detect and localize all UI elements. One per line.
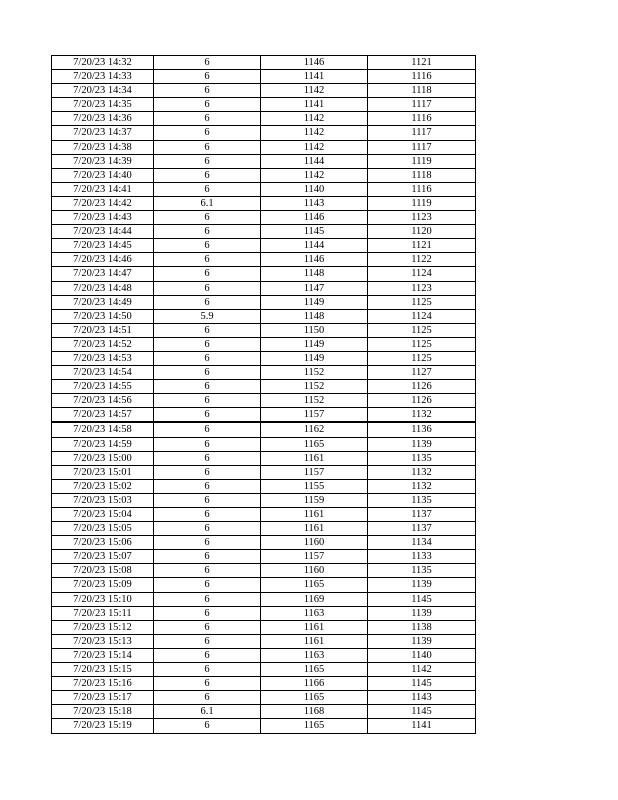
- value-cell: 6: [154, 380, 261, 394]
- reading-b-cell: 1132: [368, 479, 476, 493]
- table-row: [52, 380, 476, 394]
- reading-b-cell: 1124: [368, 267, 476, 281]
- value-cell: 6: [154, 536, 261, 550]
- timestamp-cell: 7/20/23 14:34: [52, 84, 154, 98]
- timestamp-cell: 7/20/23 15:19: [52, 719, 154, 733]
- reading-a-cell: 1165: [261, 719, 368, 733]
- timestamp-cell: 7/20/23 15:01: [52, 465, 154, 479]
- reading-b-cell: 1116: [368, 112, 476, 126]
- reading-a-cell: 1141: [261, 70, 368, 84]
- value-cell: 6: [154, 422, 261, 437]
- timestamp-cell: 7/20/23 14:56: [52, 394, 154, 408]
- value-cell: 6: [154, 634, 261, 648]
- table-row: [52, 522, 476, 536]
- timestamp-cell: 7/20/23 14:35: [52, 98, 154, 112]
- reading-b-cell: 1123: [368, 281, 476, 295]
- reading-b-cell: 1117: [368, 98, 476, 112]
- value-cell: 6: [154, 112, 261, 126]
- table-row: [52, 351, 476, 365]
- table-row: [52, 479, 476, 493]
- value-cell: 6: [154, 550, 261, 564]
- table-row: [52, 437, 476, 451]
- value-cell: 6: [154, 366, 261, 380]
- timestamp-cell: 7/20/23 15:03: [52, 493, 154, 507]
- reading-a-cell: 1145: [261, 225, 368, 239]
- reading-a-cell: 1166: [261, 677, 368, 691]
- value-cell: 6: [154, 84, 261, 98]
- reading-a-cell: 1152: [261, 394, 368, 408]
- timestamp-cell: 7/20/23 14:38: [52, 140, 154, 154]
- table-row: [52, 705, 476, 719]
- table-row: [52, 323, 476, 337]
- table-row: [52, 309, 476, 323]
- reading-b-cell: 1125: [368, 323, 476, 337]
- reading-a-cell: 1162: [261, 422, 368, 437]
- table-row: [52, 211, 476, 225]
- reading-a-cell: 1165: [261, 437, 368, 451]
- value-cell: 6: [154, 479, 261, 493]
- table-row: [52, 182, 476, 196]
- reading-b-cell: 1135: [368, 564, 476, 578]
- reading-a-cell: 1149: [261, 337, 368, 351]
- reading-a-cell: 1140: [261, 182, 368, 196]
- reading-a-cell: 1144: [261, 239, 368, 253]
- reading-a-cell: 1163: [261, 648, 368, 662]
- table-row: [52, 394, 476, 408]
- reading-b-cell: 1120: [368, 225, 476, 239]
- reading-b-cell: 1125: [368, 351, 476, 365]
- timestamp-cell: 7/20/23 15:18: [52, 705, 154, 719]
- reading-b-cell: 1137: [368, 522, 476, 536]
- table-row: [52, 691, 476, 705]
- reading-b-cell: 1142: [368, 663, 476, 677]
- table-row: [52, 564, 476, 578]
- reading-a-cell: 1149: [261, 351, 368, 365]
- value-cell: 6: [154, 337, 261, 351]
- reading-b-cell: 1132: [368, 408, 476, 423]
- value-cell: 6: [154, 522, 261, 536]
- value-cell: 6: [154, 578, 261, 592]
- reading-b-cell: 1133: [368, 550, 476, 564]
- reading-a-cell: 1168: [261, 705, 368, 719]
- reading-a-cell: 1163: [261, 606, 368, 620]
- reading-b-cell: 1124: [368, 309, 476, 323]
- value-cell: 6: [154, 437, 261, 451]
- reading-b-cell: 1136: [368, 422, 476, 437]
- reading-b-cell: 1145: [368, 592, 476, 606]
- timestamp-cell: 7/20/23 15:11: [52, 606, 154, 620]
- reading-b-cell: 1134: [368, 536, 476, 550]
- timestamp-cell: 7/20/23 14:55: [52, 380, 154, 394]
- reading-b-cell: 1121: [368, 239, 476, 253]
- value-cell: 6: [154, 508, 261, 522]
- reading-a-cell: 1143: [261, 196, 368, 210]
- reading-b-cell: 1116: [368, 70, 476, 84]
- table-row: [52, 422, 476, 437]
- reading-a-cell: 1165: [261, 578, 368, 592]
- table-row: [52, 196, 476, 210]
- table-row: [52, 239, 476, 253]
- reading-a-cell: 1150: [261, 323, 368, 337]
- reading-b-cell: 1125: [368, 337, 476, 351]
- table-row: [52, 663, 476, 677]
- timestamp-cell: 7/20/23 15:14: [52, 648, 154, 662]
- reading-a-cell: 1142: [261, 140, 368, 154]
- timestamp-cell: 7/20/23 15:05: [52, 522, 154, 536]
- reading-a-cell: 1155: [261, 479, 368, 493]
- value-cell: 6: [154, 56, 261, 70]
- reading-b-cell: 1145: [368, 705, 476, 719]
- table-row: [52, 550, 476, 564]
- reading-a-cell: 1146: [261, 211, 368, 225]
- table-row: [52, 677, 476, 691]
- timestamp-cell: 7/20/23 14:49: [52, 295, 154, 309]
- value-cell: 6: [154, 465, 261, 479]
- value-cell: 6: [154, 267, 261, 281]
- reading-a-cell: 1169: [261, 592, 368, 606]
- timestamp-cell: 7/20/23 14:57: [52, 408, 154, 423]
- timestamp-cell: 7/20/23 14:53: [52, 351, 154, 365]
- value-cell: 6: [154, 253, 261, 267]
- table-row: [52, 592, 476, 606]
- reading-b-cell: 1139: [368, 606, 476, 620]
- value-cell: 6: [154, 677, 261, 691]
- reading-a-cell: 1165: [261, 663, 368, 677]
- reading-b-cell: 1139: [368, 578, 476, 592]
- data-table: [51, 55, 476, 734]
- value-cell: 6: [154, 592, 261, 606]
- table-row: [52, 508, 476, 522]
- reading-b-cell: 1121: [368, 56, 476, 70]
- timestamp-cell: 7/20/23 14:50: [52, 309, 154, 323]
- value-cell: 6: [154, 493, 261, 507]
- value-cell: 6: [154, 98, 261, 112]
- table-row: [52, 267, 476, 281]
- value-cell: 6: [154, 211, 261, 225]
- timestamp-cell: 7/20/23 14:54: [52, 366, 154, 380]
- reading-b-cell: 1118: [368, 168, 476, 182]
- timestamp-cell: 7/20/23 14:47: [52, 267, 154, 281]
- timestamp-cell: 7/20/23 14:43: [52, 211, 154, 225]
- data-table-body: [52, 56, 476, 734]
- reading-b-cell: 1117: [368, 140, 476, 154]
- reading-a-cell: 1146: [261, 253, 368, 267]
- reading-a-cell: 1161: [261, 522, 368, 536]
- timestamp-cell: 7/20/23 15:15: [52, 663, 154, 677]
- timestamp-cell: 7/20/23 14:33: [52, 70, 154, 84]
- table-row: [52, 225, 476, 239]
- value-cell: 6: [154, 620, 261, 634]
- value-cell: 6: [154, 663, 261, 677]
- reading-a-cell: 1159: [261, 493, 368, 507]
- timestamp-cell: 7/20/23 15:12: [52, 620, 154, 634]
- table-row: [52, 493, 476, 507]
- reading-b-cell: 1122: [368, 253, 476, 267]
- timestamp-cell: 7/20/23 14:59: [52, 437, 154, 451]
- reading-a-cell: 1152: [261, 366, 368, 380]
- value-cell: 5.9: [154, 309, 261, 323]
- table-row: [52, 451, 476, 465]
- reading-b-cell: 1118: [368, 84, 476, 98]
- reading-b-cell: 1127: [368, 366, 476, 380]
- timestamp-cell: 7/20/23 14:46: [52, 253, 154, 267]
- timestamp-cell: 7/20/23 15:13: [52, 634, 154, 648]
- reading-b-cell: 1137: [368, 508, 476, 522]
- reading-a-cell: 1165: [261, 691, 368, 705]
- value-cell: 6: [154, 323, 261, 337]
- reading-b-cell: 1119: [368, 196, 476, 210]
- reading-a-cell: 1147: [261, 281, 368, 295]
- value-cell: 6: [154, 225, 261, 239]
- table-row: [52, 465, 476, 479]
- value-cell: 6: [154, 126, 261, 140]
- timestamp-cell: 7/20/23 15:07: [52, 550, 154, 564]
- reading-a-cell: 1142: [261, 168, 368, 182]
- reading-b-cell: 1139: [368, 437, 476, 451]
- timestamp-cell: 7/20/23 14:41: [52, 182, 154, 196]
- timestamp-cell: 7/20/23 14:32: [52, 56, 154, 70]
- reading-a-cell: 1161: [261, 508, 368, 522]
- value-cell: 6: [154, 394, 261, 408]
- reading-b-cell: 1140: [368, 648, 476, 662]
- timestamp-cell: 7/20/23 14:48: [52, 281, 154, 295]
- value-cell: 6.1: [154, 196, 261, 210]
- reading-b-cell: 1139: [368, 634, 476, 648]
- timestamp-cell: 7/20/23 15:10: [52, 592, 154, 606]
- table-row: [52, 366, 476, 380]
- reading-b-cell: 1126: [368, 380, 476, 394]
- reading-a-cell: 1161: [261, 634, 368, 648]
- reading-a-cell: 1148: [261, 309, 368, 323]
- reading-a-cell: 1144: [261, 154, 368, 168]
- table-row: [52, 168, 476, 182]
- reading-b-cell: 1143: [368, 691, 476, 705]
- timestamp-cell: 7/20/23 15:00: [52, 451, 154, 465]
- value-cell: 6: [154, 606, 261, 620]
- reading-a-cell: 1142: [261, 112, 368, 126]
- value-cell: 6: [154, 648, 261, 662]
- value-cell: 6: [154, 351, 261, 365]
- timestamp-cell: 7/20/23 15:06: [52, 536, 154, 550]
- reading-b-cell: 1141: [368, 719, 476, 733]
- value-cell: 6: [154, 719, 261, 733]
- table-row: [52, 126, 476, 140]
- reading-b-cell: 1123: [368, 211, 476, 225]
- value-cell: 6: [154, 281, 261, 295]
- table-row: [52, 154, 476, 168]
- reading-a-cell: 1161: [261, 620, 368, 634]
- reading-a-cell: 1142: [261, 126, 368, 140]
- table-row: [52, 536, 476, 550]
- table-row: [52, 620, 476, 634]
- timestamp-cell: 7/20/23 14:44: [52, 225, 154, 239]
- reading-b-cell: 1145: [368, 677, 476, 691]
- value-cell: 6: [154, 182, 261, 196]
- timestamp-cell: 7/20/23 15:09: [52, 578, 154, 592]
- value-cell: 6: [154, 564, 261, 578]
- reading-b-cell: 1138: [368, 620, 476, 634]
- reading-a-cell: 1148: [261, 267, 368, 281]
- reading-b-cell: 1125: [368, 295, 476, 309]
- reading-a-cell: 1157: [261, 408, 368, 423]
- table-row: [52, 719, 476, 733]
- table-row: [52, 140, 476, 154]
- table-row: [52, 408, 476, 423]
- timestamp-cell: 7/20/23 14:58: [52, 422, 154, 437]
- value-cell: 6: [154, 140, 261, 154]
- value-cell: 6: [154, 154, 261, 168]
- value-cell: 6: [154, 451, 261, 465]
- table-row: [52, 56, 476, 70]
- reading-a-cell: 1141: [261, 98, 368, 112]
- reading-b-cell: 1135: [368, 493, 476, 507]
- table-row: [52, 634, 476, 648]
- reading-a-cell: 1157: [261, 550, 368, 564]
- table-row: [52, 70, 476, 84]
- table-row: [52, 98, 476, 112]
- timestamp-cell: 7/20/23 14:40: [52, 168, 154, 182]
- timestamp-cell: 7/20/23 14:51: [52, 323, 154, 337]
- value-cell: 6.1: [154, 705, 261, 719]
- timestamp-cell: 7/20/23 15:08: [52, 564, 154, 578]
- timestamp-cell: 7/20/23 14:37: [52, 126, 154, 140]
- value-cell: 6: [154, 70, 261, 84]
- reading-a-cell: 1157: [261, 465, 368, 479]
- timestamp-cell: 7/20/23 15:17: [52, 691, 154, 705]
- reading-a-cell: 1160: [261, 564, 368, 578]
- reading-b-cell: 1135: [368, 451, 476, 465]
- table-row: [52, 295, 476, 309]
- timestamp-cell: 7/20/23 15:02: [52, 479, 154, 493]
- reading-a-cell: 1149: [261, 295, 368, 309]
- reading-a-cell: 1152: [261, 380, 368, 394]
- reading-a-cell: 1142: [261, 84, 368, 98]
- value-cell: 6: [154, 295, 261, 309]
- table-row: [52, 606, 476, 620]
- reading-a-cell: 1161: [261, 451, 368, 465]
- timestamp-cell: 7/20/23 14:39: [52, 154, 154, 168]
- reading-b-cell: 1116: [368, 182, 476, 196]
- timestamp-cell: 7/20/23 14:42: [52, 196, 154, 210]
- table-row: [52, 337, 476, 351]
- reading-b-cell: 1119: [368, 154, 476, 168]
- timestamp-cell: 7/20/23 14:52: [52, 337, 154, 351]
- reading-a-cell: 1146: [261, 56, 368, 70]
- value-cell: 6: [154, 408, 261, 423]
- table-row: [52, 112, 476, 126]
- table-row: [52, 578, 476, 592]
- value-cell: 6: [154, 239, 261, 253]
- timestamp-cell: 7/20/23 15:16: [52, 677, 154, 691]
- timestamp-cell: 7/20/23 15:04: [52, 508, 154, 522]
- reading-a-cell: 1160: [261, 536, 368, 550]
- table-row: [52, 281, 476, 295]
- table-row: [52, 648, 476, 662]
- reading-b-cell: 1126: [368, 394, 476, 408]
- value-cell: 6: [154, 168, 261, 182]
- timestamp-cell: 7/20/23 14:45: [52, 239, 154, 253]
- table-row: [52, 84, 476, 98]
- table-row: [52, 253, 476, 267]
- reading-b-cell: 1117: [368, 126, 476, 140]
- value-cell: 6: [154, 691, 261, 705]
- reading-b-cell: 1132: [368, 465, 476, 479]
- timestamp-cell: 7/20/23 14:36: [52, 112, 154, 126]
